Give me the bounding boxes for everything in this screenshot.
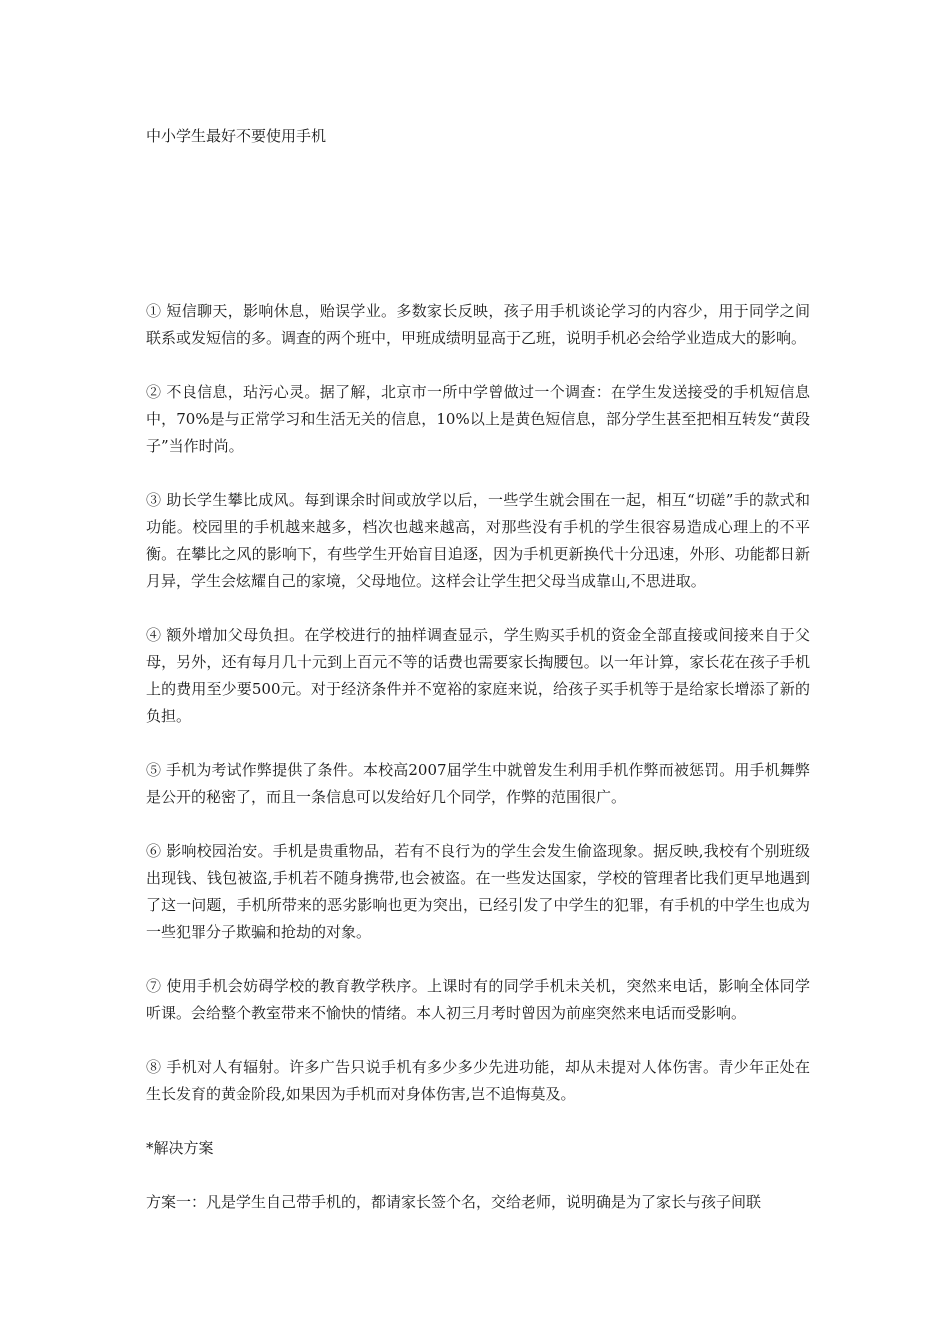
paragraph-6-campus-security: ⑥ 影响校园治安。手机是贵重物品，若有不良行为的学生会发生偷盗现象。据反映,我校有个别班级出现钱、钱包被盗,手机若不随身携带,也会被盗。在一些发达国家，学校的管理者比我们更早地遇到了这一问题，手机所带来的恶劣影响也更为突出，已经引发了中学生的犯罪，有手机的中学生也成为一些犯罪分子欺骗和抢劫的对象。: [146, 842, 810, 941]
document-title: 中小学生最好不要使用手机: [146, 127, 327, 145]
paragraph-7-class-order: ⑦ 使用手机会妨碍学校的教育教学秩序。上课时有的同学手机未关机，突然来电话，影响全体同学听课。会给整个教室带来不愉快的情绪。本人初三月考时曾因为前座突然来电话而受影响。: [146, 977, 810, 1022]
paragraph-1-sms-chat: ① 短信聊天，影响休息，贻误学业。多数家长反映，孩子用手机谈论学习的内容少，用于同学之间联系或发短信的多。调查的两个班中，甲班成绩明显高于乙班，说明手机必会给学业造成大的影响。: [146, 302, 810, 347]
paragraph-4-parent-burden: ④ 额外增加父母负担。在学校进行的抽样调查显示，学生购买手机的资金全部直接或间接来自于父母，另外，还有每月几十元到上百元不等的话费也需要家长掏腰包。以一年计算，家长花在孩子手机上的费用至少要500元。对于经济条件并不宽裕的家庭来说，给孩子买手机等于是给家长增添了新的负担。: [146, 626, 810, 725]
paragraph-5-exam-cheating: ⑤ 手机为考试作弊提供了条件。本校高2007届学生中就曾发生利用手机作弊而被惩罚。用手机舞弊是公开的秘密了，而且一条信息可以发给好几个同学，作弊的范围很广。: [146, 761, 810, 806]
paragraph-3-comparison: ③ 助长学生攀比成风。每到课余时间或放学以后，一些学生就会围在一起，相互“切磋”手的款式和功能。校园里的手机越来越多，档次也越来越高，对那些没有手机的学生很容易造成心理上的不平衡。在攀比之风的影响下，有些学生开始盲目追逐，因为手机更新换代十分迅速，外形、功能都日新月异，学生会炫耀自己的家境，父母地位。这样会让学生把父母当成靠山,不思进取。: [146, 491, 810, 590]
solution-1: 方案一：凡是学生自己带手机的，都请家长签个名，交给老师，说明确是为了家长与孩子间联: [146, 1193, 762, 1211]
solutions-heading: *解决方案: [146, 1139, 214, 1157]
paragraph-2-bad-info: ② 不良信息，玷污心灵。据了解，北京市一所中学曾做过一个调查：在学生发送接受的手机短信息中，70%是与正常学习和生活无关的信息，10%以上是黄色短信息，部分学生甚至把相互转发“黄段子”当作时尚。: [146, 383, 810, 455]
paragraph-8-radiation: ⑧ 手机对人有辐射。许多广告只说手机有多少多少先进功能，却从未提对人体伤害。青少年正处在生长发育的黄金阶段,如果因为手机而对身体伤害,岂不追悔莫及。: [146, 1058, 810, 1103]
document-body: [146, 298, 810, 1216]
